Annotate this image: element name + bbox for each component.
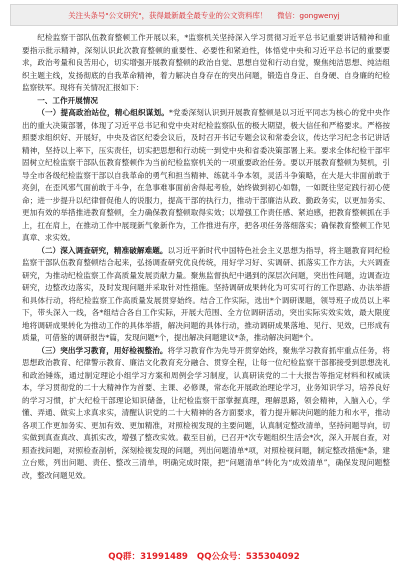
subsection-3-body: 将学习教育作为先导开贯穿始终，聚焦学习教育抓牢重点任务，将思想政治教育、纪律警示教育、廉洁文化教育充分融合、贯穿全程，让每一位纪检监察干部都接受到思想洗礼和政治锤炼，通过制定理论小组学习方案和周例会学习制度，认真研读党的二十大报告等指定材料和权威读本，学习贯彻党的二十大精神作为首要、主课、必修课，常态化开展政治理论学习，业务知识学习，培养良好的学习习惯，扩大纪检干部理论知识储备，让纪检监察干部掌握真理，理解思路，领会精神，入脑入心，学懂、弄通、做实上求真求实，清醒认识党的二十大精神的各方面要求，着力提升解决问题的能力和水平，推动各项工作更加务实、更加有效、更加精准，对照检视发现的主要问题，认真制定整改清单，坚持问题导向，切实做到真查真改、真抓实改，增强了整改实效。截至目前，已召开*次专题组织生活会*次，深入开展自查，对照查找问题，对照检查剖析，深刻检视发现的问题，列出问题清单*项，对照检视问题，制定整改措施*条，建立台账，列出问题、责任、整改三清单，明确完成时限，把“问题清单”转化为“成效清单”，确保发现问题整改，整改问题见效。: [22, 345, 390, 480]
subsection-3: [22, 345, 390, 483]
contact-footer: [0, 550, 408, 562]
intro-paragraph: 纪检监察干部队伍教育整顿工作开展以来，*监察机关坚持深入学习贯彻习近平总书记重要讲话精神和重要指示批示精神，深刻认识此次教育整顿的重要性、必要性和紧迫性，体悟党中央和习近平总书记的重要要求，政治考量和良苦用心，切实增强开展教育整顿的政治自觉、思想自觉和行动自觉，聚焦纯洁思想、纯洁组织主题主线，发扬彻底的自我革命精神，着力解决自身存在的突出问题，锻造自身正、自身硬、自身廉的纪检监察铁军。现将有关情况汇报如下：: [22, 33, 390, 92]
qq-group-text: QQ群：31991489: [108, 552, 188, 562]
document-body: [22, 32, 390, 544]
subsection-1: [22, 107, 390, 245]
section-heading: 一、工作开展情况: [37, 95, 98, 105]
promo-banner: [10, 4, 398, 26]
subsection-1-body: *党委深刻认识到开展教育整顿是以习近平同志为核心的党中央作出的重大决策部署，体现了习近平总书记和党中央对纪检监察队伍的极大期望，极大信任和严格要求。严格按照要求组织好、开展好，中央及省区纪委会议后，及时召开书记专题会议和常委会议，传达学习纪念书记讲话精神，坚持以上率下，压实责任，切实把思想和行动统一到党中央和省委决策部署上来。要求全体纪检干部牢固树立纪检监察干部队伍教育整顿作为当前纪检监察机关的一项重要政治任务。要以开展教育整顿为契机，引导全市各级纪检监察干部以自我革命的勇气和担当精神、练就斗争本领，灵活斗争策略，在大是大非面前敢于亮剑，在歪风邪气面前敢于斗争，在急事难事面前舍得起考验，始终做到初心如磐，一如既往坚定践行初心使命；进一步提升以纪律督促他人的说服力，提高干部的执行力，推动干部廉洁从政、勤政务实，以更加务实、更加有效的举措推进教育整顿，全力确保教育整顿取得实效；以增强工作责任感、紧迫感，把教育整顿抓在手上，扛在肩上，在推动工作中展现新气象新作为，工作推进有序，把各项任务落细落实；确保教育整顿工作见真章、求实效。: [22, 108, 390, 242]
subsection-2-title: （二）深入调查研究，精准破解难题。: [37, 245, 168, 255]
qq-public-text: QQ公众号：535304092: [196, 552, 300, 562]
subsection-1-title: （一）提高政治站位，精心组织谋划。: [37, 108, 170, 117]
subsection-2: [22, 245, 390, 345]
banner-wechat-text: 微信：gongwenyj: [277, 10, 340, 20]
subsection-3-title: （三）突出学习教育，用好检视整治。: [37, 345, 168, 355]
subsection-2-body: 以习近平新时代中国特色社会主义思想为指导，将主题教育同纪检监察干部队伍教育整顿结合起来，弘扬调查研究优良传统，用好学习好、实调研、抓落实工作方法，大兴调查研究，为推动纪检监察工作高质量发展贡献力量。聚焦监督执纪中遇到的深层次问题，突出性问题，边调查边研究，边整改边落实，及时发现问题并采取针对性措施。坚持调研成果转化为可实可行的工作思路、办法举措和具体行动，将纪检监察工作高质量发展贯穿始终。结合工作实际，选出*个调研课题，领导班子成员以上率下，带头深入一线，各*组结合各自工作实际，开展大范围、全方位调研活动，突出实际实效实效，最大限度地将调研成果转化为推动工作的具体举措，解决问题的具体行动，推动调研成果落地、见行、见效，已形成有质量，可借鉴的调研报告*篇，发现问题*个，提出解决问题建议*条，推动解决问题*个。: [22, 245, 390, 342]
banner-left-text: 关注头条号"公文研究"，获得最新最全最专业的公文资料库！: [68, 10, 268, 20]
